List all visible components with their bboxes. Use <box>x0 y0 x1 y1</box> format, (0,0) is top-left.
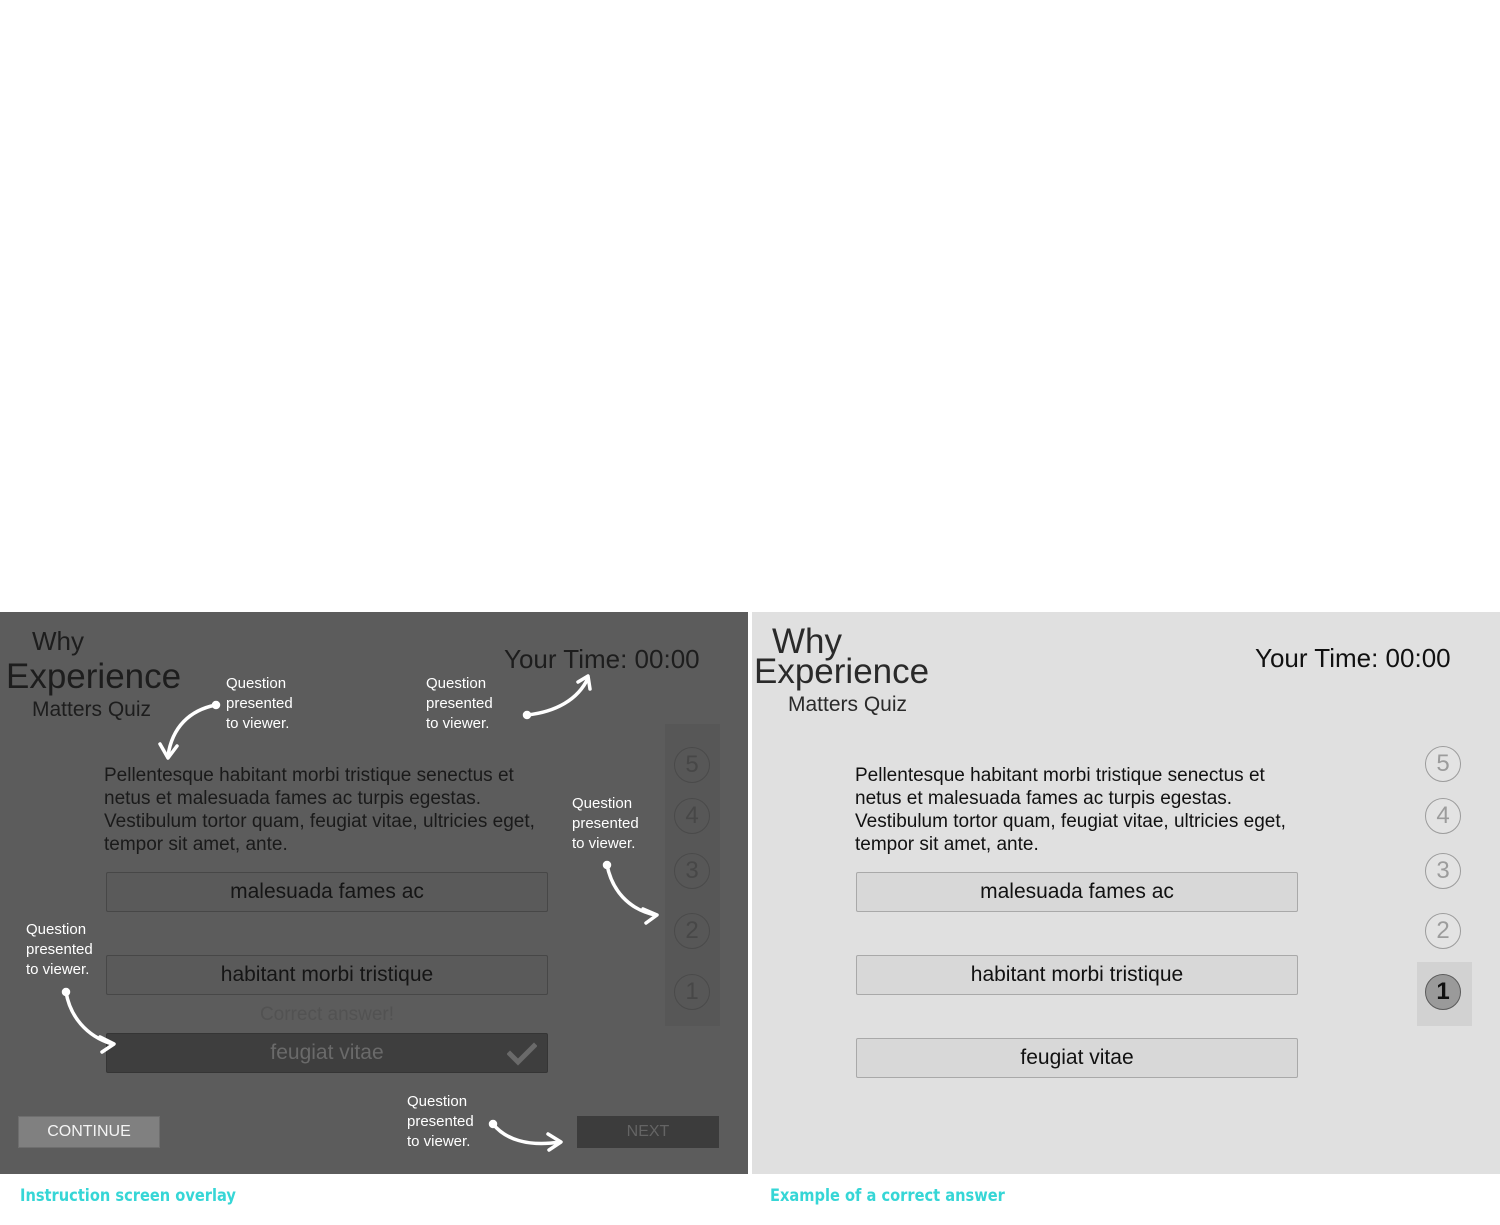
progress-step-1: 1 <box>674 974 710 1010</box>
correct-answer-screen <box>752 612 1500 1174</box>
annotation-next: Question presented to viewer. <box>407 1093 474 1150</box>
annotation-progress: Question presented to viewer. <box>572 795 639 852</box>
answer-label: habitant morbi tristique <box>970 963 1184 986</box>
progress-step-2: 2 <box>674 913 710 949</box>
title-why: Why <box>32 626 84 656</box>
instruction-overlay-screen <box>0 612 748 1174</box>
continue-button[interactable]: CONTINUE <box>18 1116 160 1148</box>
title-experience: Experience <box>754 652 930 691</box>
question-text: Pellentesque habitant morbi tristique senectus et netus et malesuada fames ac turpis egestas. Vestibulum tortor quam, feugiat vitae, ultricies eget, tempor sit amet, ante. <box>104 765 535 855</box>
progress-step-2: 2 <box>1425 913 1461 949</box>
timer: Your Time: 00:00 <box>1255 643 1451 673</box>
progress-step-4: 4 <box>1425 798 1461 834</box>
title-matters-quiz: Matters Quiz <box>788 693 908 716</box>
answer-label: malesuada fames ac <box>980 880 1174 903</box>
progress-step-5: 5 <box>1425 746 1461 782</box>
correct-answer-label: Correct answer! <box>259 1004 395 1025</box>
answer-option-2[interactable] <box>856 955 1298 995</box>
title-why: Why <box>772 622 842 661</box>
caption-correct-answer: Example of a correct answer <box>770 1186 1005 1206</box>
annotation-timer: Question presented to viewer. <box>426 675 493 732</box>
progress-step-4: 4 <box>674 798 710 834</box>
answer-label: feugiat vitae <box>270 1041 384 1064</box>
answer-option-3[interactable] <box>856 1038 1298 1078</box>
progress-step-3: 3 <box>1425 853 1461 889</box>
annotation-question: Question presented to viewer. <box>226 675 293 732</box>
panel-divider <box>748 612 752 1174</box>
question-text: Pellentesque habitant morbi tristique senectus et netus et malesuada fames ac turpis egestas. Vestibulum tortor quam, feugiat vitae, ultricies eget, tempor sit amet, ante. <box>855 765 1286 855</box>
timer: Your Time: 00:00 <box>504 644 700 674</box>
progress-step-3: 3 <box>674 853 710 889</box>
progress-step-5: 5 <box>674 747 710 783</box>
annotation-arrows <box>0 612 748 1174</box>
caption-instruction-overlay: Instruction screen overlay <box>20 1186 236 1206</box>
answer-label: feugiat vitae <box>1020 1046 1134 1069</box>
annotation-correct-answer: Question presented to viewer. <box>26 921 93 978</box>
title-experience: Experience <box>6 657 182 696</box>
answer-label: habitant morbi tristique <box>220 963 434 986</box>
progress-step-1-active: 1 <box>1425 974 1461 1010</box>
next-button[interactable]: NEXT <box>577 1116 719 1148</box>
answer-option-1[interactable] <box>856 872 1298 912</box>
answer-label: malesuada fames ac <box>230 880 424 903</box>
title-matters-quiz: Matters Quiz <box>32 698 152 721</box>
